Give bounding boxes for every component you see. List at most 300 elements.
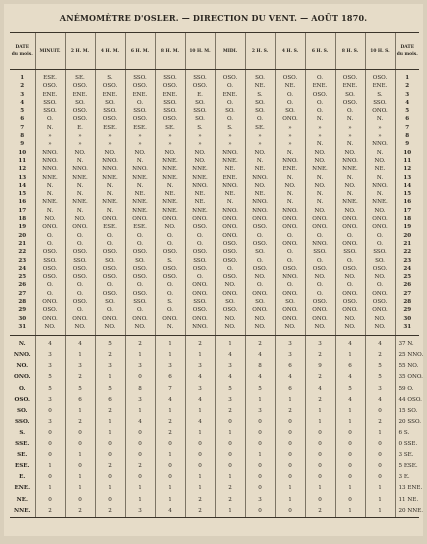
day-number-right: 7 <box>395 124 419 132</box>
day-row <box>10 115 419 123</box>
day-number-left: 15 <box>18 191 27 198</box>
wind-direction-cell: NNO. <box>95 157 125 165</box>
direction-count-cell: 2 <box>275 406 305 417</box>
wind-direction-cell: N. <box>215 198 245 206</box>
direction-count-cell: 1 <box>125 406 155 417</box>
wind-direction-cell: N. <box>275 190 305 198</box>
direction-count-cell: 3 <box>275 336 305 351</box>
direction-count-cell: 1 <box>65 472 95 483</box>
wind-direction-cell: ONO. <box>215 223 245 231</box>
wind-direction-cell: NO. <box>245 315 275 323</box>
direction-count-cell: 3 <box>125 506 155 518</box>
date-header-left: DATE du mois. <box>10 33 35 70</box>
direction-count-cell: 1 <box>65 350 95 361</box>
direction-count-cell: 4 <box>185 417 215 428</box>
wind-direction-cell: O. <box>365 281 395 289</box>
wind-direction-cell: O. <box>305 290 335 298</box>
wind-direction-cell: ONO. <box>245 215 275 223</box>
wind-direction-cell: O. <box>35 281 65 289</box>
direction-count-cell: 1 <box>155 350 185 361</box>
day-row <box>10 290 419 298</box>
wind-direction-cell: NNO. <box>335 157 365 165</box>
wind-direction-cell: O. <box>275 99 305 107</box>
direction-summary <box>10 336 424 518</box>
wind-direction-cell: NO. <box>215 315 245 323</box>
wind-direction-cell: NNO. <box>215 182 245 190</box>
wind-direction-cell: ONO. <box>365 107 395 115</box>
direction-count-cell: 0 <box>275 506 305 518</box>
direction-label: S. <box>19 429 26 436</box>
wind-direction-cell: ENE. <box>335 82 365 90</box>
wind-direction-cell: NNO. <box>65 165 95 173</box>
day-number-left: 2 <box>20 83 25 90</box>
wind-direction-cell: NO. <box>365 273 395 281</box>
wind-direction-cell: SE. <box>245 124 275 132</box>
day-row <box>10 240 419 248</box>
wind-direction-cell: NO. <box>305 157 335 165</box>
direction-count-cell: 3 <box>35 395 65 406</box>
day-number-right: 27 <box>395 290 419 298</box>
wind-direction-cell: ONO. <box>365 223 395 231</box>
direction-count-cell: 0 <box>335 450 365 461</box>
wind-direction-cell: ONO. <box>275 290 305 298</box>
direction-count-cell: 1 <box>245 450 275 461</box>
direction-count-cell: 1 <box>125 483 155 494</box>
wind-direction-cell: OSO. <box>215 240 245 248</box>
wind-direction-cell: O. <box>125 232 155 240</box>
day-number-left: 18 <box>18 216 27 223</box>
wind-direction-cell: ONO. <box>305 306 335 314</box>
wind-direction-cell: NE. <box>245 82 275 90</box>
wind-direction-cell: O. <box>95 306 125 314</box>
wind-direction-cell: E. <box>65 124 95 132</box>
wind-direction-cell: O. <box>275 232 305 240</box>
wind-direction-cell: NO. <box>185 157 215 165</box>
wind-direction-cell: NNO. <box>245 198 275 206</box>
direction-count-cell: 0 <box>245 439 275 450</box>
wind-direction-cell: OSO. <box>35 248 65 256</box>
wind-direction-cell: O. <box>275 257 305 265</box>
wind-direction-cell: O. <box>35 290 65 298</box>
direction-count-cell: 2 <box>125 336 155 351</box>
day-row <box>10 182 419 190</box>
wind-direction-cell: ONO. <box>365 215 395 223</box>
direction-count-cell: 0 <box>305 495 335 506</box>
wind-direction-cell: OSO. <box>185 265 215 273</box>
wind-direction-cell: N. <box>95 182 125 190</box>
wind-direction-cell: O. <box>35 115 65 123</box>
wind-direction-cell: O. <box>305 70 335 83</box>
summary-row <box>10 506 419 518</box>
wind-direction-cell: S. <box>155 257 185 265</box>
direction-count-cell: 1 <box>35 461 65 472</box>
direction-total: 13 ENE. <box>395 483 419 494</box>
direction-count-cell: 4 <box>35 336 65 351</box>
wind-direction-cell: NO. <box>125 149 155 157</box>
wind-direction-cell: OSO. <box>365 298 395 306</box>
wind-direction-cell: N. <box>305 140 335 148</box>
wind-direction-cell: ONO. <box>95 315 125 323</box>
wind-direction-cell: NE. <box>155 190 185 198</box>
day-number-right: 28 <box>395 298 419 306</box>
wind-direction-cell: N. <box>65 157 95 165</box>
day-number-right: 10 <box>395 149 419 157</box>
wind-direction-cell: SO. <box>365 257 395 265</box>
direction-count-cell: 5 <box>365 372 395 383</box>
wind-direction-cell: O. <box>35 232 65 240</box>
wind-direction-cell: » <box>275 124 305 132</box>
wind-direction-cell: N. <box>95 207 125 215</box>
wind-direction-cell: NO. <box>95 323 125 336</box>
wind-direction-cell: OSO. <box>95 273 125 281</box>
direction-total: 5 ESE. <box>395 461 419 472</box>
direction-count-cell: 3 <box>35 350 65 361</box>
day-number-right: 18 <box>395 215 419 223</box>
direction-count-cell: 5 <box>245 384 275 395</box>
wind-direction-cell: OSO. <box>185 306 215 314</box>
direction-count-cell: 0 <box>275 472 305 483</box>
direction-count-cell: 5 <box>65 384 95 395</box>
wind-direction-cell: O. <box>335 107 365 115</box>
direction-count-cell: 1 <box>335 483 365 494</box>
wind-direction-cell: N. <box>365 115 395 123</box>
wind-direction-cell: N. <box>365 149 395 157</box>
wind-direction-cell: ENE. <box>155 91 185 99</box>
direction-count-cell: 0 <box>185 439 215 450</box>
wind-direction-cell: ONO. <box>35 223 65 231</box>
summary-row <box>10 439 419 450</box>
wind-direction-cell: O. <box>185 240 215 248</box>
wind-direction-cell: OSO. <box>245 265 275 273</box>
wind-direction-cell: OSO. <box>125 273 155 281</box>
direction-count-cell: 0 <box>335 472 365 483</box>
wind-direction-cell: SSO. <box>335 248 365 256</box>
day-row <box>10 149 419 157</box>
direction-count-cell: 0 <box>125 428 155 439</box>
day-row <box>10 70 419 83</box>
wind-direction-cell: N. <box>305 198 335 206</box>
wind-direction-cell: » <box>245 132 275 140</box>
direction-count-cell: 1 <box>275 395 305 406</box>
wind-direction-cell: NNO. <box>245 207 275 215</box>
direction-count-cell: 1 <box>305 417 335 428</box>
wind-direction-cell: ONO. <box>65 315 95 323</box>
direction-count-cell: 2 <box>365 350 395 361</box>
direction-count-cell: 4 <box>215 350 245 361</box>
wind-direction-cell: ENE. <box>275 165 305 173</box>
direction-count-cell: 0 <box>365 406 395 417</box>
wind-direction-cell: OSO. <box>65 265 95 273</box>
wind-direction-cell: NO. <box>245 182 275 190</box>
wind-direction-cell: O. <box>365 240 395 248</box>
direction-count-cell: 0 <box>65 428 95 439</box>
wind-direction-cell: ONO. <box>275 115 305 123</box>
direction-count-cell: 4 <box>335 336 365 351</box>
day-number-left: 5 <box>20 108 25 115</box>
day-number-right: 22 <box>395 248 419 256</box>
wind-direction-cell: OSO. <box>305 265 335 273</box>
document-page <box>4 4 423 536</box>
direction-count-cell: 4 <box>365 336 395 351</box>
wind-direction-cell: » <box>125 132 155 140</box>
direction-count-cell: 6 <box>275 361 305 372</box>
direction-label: NNE. <box>10 506 35 518</box>
wind-direction-cell: N. <box>275 174 305 182</box>
wind-direction-cell: SSO. <box>185 257 215 265</box>
wind-direction-cell: NNO. <box>215 207 245 215</box>
direction-count-cell: 5 <box>35 384 65 395</box>
wind-direction-cell: SSO. <box>35 99 65 107</box>
day-row <box>10 140 419 148</box>
day-row <box>10 174 419 182</box>
wind-direction-cell: NNE. <box>365 198 395 206</box>
wind-direction-cell: NO. <box>125 323 155 336</box>
wind-direction-cell: N. <box>125 157 155 165</box>
direction-count-cell: 0 <box>245 506 275 518</box>
wind-direction-cell: » <box>275 140 305 148</box>
wind-direction-cell: SO. <box>245 99 275 107</box>
direction-count-cell: 4 <box>245 372 275 383</box>
wind-direction-cell: ONO. <box>275 306 305 314</box>
wind-direction-cell: OSO. <box>125 248 155 256</box>
direction-count-cell: 6 <box>95 395 125 406</box>
wind-direction-cell: ONO. <box>65 223 95 231</box>
direction-count-cell: 3 <box>125 361 155 372</box>
summary-row <box>10 395 419 406</box>
day-number-left: 12 <box>18 166 27 173</box>
wind-direction-cell: ENE. <box>35 91 65 99</box>
day-number-right: 15 <box>395 190 419 198</box>
wind-direction-cell: NO. <box>155 223 185 231</box>
direction-count-cell: 3 <box>35 361 65 372</box>
wind-direction-cell: NO. <box>305 182 335 190</box>
direction-count-cell: 2 <box>95 406 125 417</box>
day-number-left: 25 <box>18 274 27 281</box>
wind-direction-cell: ONO. <box>35 315 65 323</box>
direction-count-cell: 1 <box>305 483 335 494</box>
wind-direction-cell: S. <box>155 298 185 306</box>
direction-label: NO. <box>16 363 29 370</box>
wind-direction-cell: SE. <box>155 124 185 132</box>
direction-count-cell: 1 <box>65 406 95 417</box>
day-row <box>10 265 419 273</box>
direction-count-cell: 2 <box>95 461 125 472</box>
wind-direction-cell: » <box>365 124 395 132</box>
day-row <box>10 248 419 256</box>
direction-count-cell: 0 <box>245 428 275 439</box>
wind-direction-cell: ONO. <box>335 290 365 298</box>
wind-direction-cell: S. <box>365 91 395 99</box>
wind-direction-cell: O. <box>215 82 245 90</box>
direction-count-cell: 3 <box>365 384 395 395</box>
day-number-right: 20 <box>395 232 419 240</box>
direction-label: ONO. <box>14 374 31 381</box>
wind-direction-cell: N. <box>35 182 65 190</box>
direction-total: 20 SSO. <box>395 417 419 428</box>
wind-direction-cell: NO. <box>365 323 395 336</box>
wind-direction-cell: O. <box>275 91 305 99</box>
wind-direction-cell: N. <box>335 115 365 123</box>
direction-count-cell: 0 <box>365 439 395 450</box>
day-number-right: 11 <box>395 157 419 165</box>
day-number-right: 19 <box>395 223 419 231</box>
direction-count-cell: 6 <box>155 372 185 383</box>
direction-count-cell: 0 <box>275 461 305 472</box>
wind-direction-cell: » <box>65 140 95 148</box>
direction-count-cell: 2 <box>305 350 335 361</box>
wind-direction-cell: NO. <box>305 149 335 157</box>
hour-column-header: 10 H. S. <box>365 33 395 70</box>
wind-direction-cell: SO. <box>245 70 275 83</box>
day-number-right: 2 <box>395 82 419 90</box>
day-number-left: 13 <box>18 174 27 181</box>
direction-count-cell: 7 <box>155 384 185 395</box>
wind-direction-cell: OSO. <box>125 265 155 273</box>
wind-direction-cell: » <box>155 140 185 148</box>
hour-column-header: 6 H. M. <box>125 33 155 70</box>
day-number-left: 1 <box>20 75 25 81</box>
wind-direction-cell: » <box>275 132 305 140</box>
direction-count-cell: 4 <box>155 506 185 518</box>
direction-count-cell: 1 <box>365 428 395 439</box>
wind-direction-cell: ONO. <box>215 215 245 223</box>
wind-direction-cell: OSO. <box>365 265 395 273</box>
direction-count-cell: 2 <box>125 461 155 472</box>
day-row <box>10 323 419 336</box>
direction-count-cell: 0 <box>95 495 125 506</box>
wind-direction-cell: N. <box>335 174 365 182</box>
wind-direction-cell: NNE. <box>155 165 185 173</box>
wind-direction-cell: » <box>155 132 185 140</box>
wind-direction-cell: OSO. <box>335 99 365 107</box>
wind-direction-cell: ONO. <box>35 298 65 306</box>
wind-direction-cell: OSO. <box>155 248 185 256</box>
day-number-left: 7 <box>20 124 25 131</box>
direction-count-cell: 1 <box>245 395 275 406</box>
wind-direction-cell: OSO. <box>215 273 245 281</box>
wind-direction-cell: OSO. <box>35 82 65 90</box>
day-row <box>10 157 419 165</box>
wind-direction-cell: NNE. <box>185 207 215 215</box>
day-number-left: 8 <box>20 133 25 140</box>
wind-direction-cell: OSO. <box>65 115 95 123</box>
wind-direction-cell: » <box>215 132 245 140</box>
direction-count-cell: 0 <box>335 495 365 506</box>
wind-direction-cell: O. <box>305 257 335 265</box>
wind-direction-cell: » <box>185 140 215 148</box>
wind-direction-cell: S. <box>245 91 275 99</box>
wind-direction-cell: OSO. <box>275 265 305 273</box>
wind-direction-cell: SSO. <box>65 257 95 265</box>
direction-count-cell: 4 <box>215 372 245 383</box>
wind-direction-cell: OSO. <box>245 223 275 231</box>
day-number-right: 31 <box>395 323 419 336</box>
wind-direction-cell: SSO. <box>35 257 65 265</box>
wind-direction-cell: O. <box>185 232 215 240</box>
direction-count-cell: 1 <box>185 428 215 439</box>
direction-count-cell: 4 <box>335 372 365 383</box>
wind-direction-cell: ONO. <box>275 215 305 223</box>
direction-count-cell: 4 <box>335 395 365 406</box>
wind-direction-cell: N. <box>65 207 95 215</box>
direction-count-cell: 0 <box>155 461 185 472</box>
wind-direction-cell: NO. <box>275 323 305 336</box>
direction-label: N. <box>18 341 26 348</box>
day-number-left: 4 <box>20 99 25 106</box>
direction-count-cell: 1 <box>185 472 215 483</box>
wind-direction-cell: OSO. <box>35 265 65 273</box>
wind-direction-cell: ONO. <box>305 223 335 231</box>
direction-total: 44 OSO. <box>395 395 419 406</box>
wind-direction-cell: N. <box>95 190 125 198</box>
wind-direction-cell: O. <box>155 240 185 248</box>
wind-direction-cell: ONO. <box>335 215 365 223</box>
direction-total: 59 O. <box>395 384 419 395</box>
wind-direction-cell: OSO. <box>35 273 65 281</box>
wind-direction-cell: NNO. <box>215 149 245 157</box>
direction-count-cell: 1 <box>305 406 335 417</box>
wind-direction-cell: OSO. <box>35 306 65 314</box>
day-number-right: 30 <box>395 315 419 323</box>
direction-count-cell: 2 <box>245 336 275 351</box>
direction-count-cell: 2 <box>365 417 395 428</box>
direction-label: NE. <box>16 496 28 503</box>
wind-direction-cell: NO. <box>35 215 65 223</box>
wind-direction-cell: ONO. <box>125 215 155 223</box>
direction-count-cell: 1 <box>365 495 395 506</box>
wind-direction-cell: NNE. <box>335 198 365 206</box>
direction-count-cell: 0 <box>365 450 395 461</box>
wind-direction-cell: ONO. <box>185 315 215 323</box>
wind-direction-cell: » <box>305 124 335 132</box>
wind-direction-cell: ONO. <box>125 315 155 323</box>
direction-count-cell: 1 <box>185 350 215 361</box>
wind-direction-cell: NE. <box>215 165 245 173</box>
wind-direction-cell: N. <box>335 190 365 198</box>
wind-direction-cell: OSO. <box>215 70 245 83</box>
wind-direction-cell: SSO. <box>365 99 395 107</box>
wind-direction-cell: O. <box>155 281 185 289</box>
summary-row <box>10 372 419 383</box>
direction-total: 37 N. <box>395 336 419 351</box>
day-number-left: 9 <box>20 141 25 148</box>
direction-count-cell: 0 <box>35 439 65 450</box>
wind-direction-cell: ONO. <box>275 240 305 248</box>
wind-direction-cell: OSO. <box>65 298 95 306</box>
direction-count-cell: 3 <box>275 350 305 361</box>
day-number-left: 20 <box>18 232 27 239</box>
summary-row <box>10 428 419 439</box>
wind-direction-cell: N. <box>65 182 95 190</box>
wind-direction-cell: NO. <box>275 182 305 190</box>
direction-count-cell: 1 <box>365 483 395 494</box>
wind-direction-cell: NNE. <box>155 198 185 206</box>
direction-count-cell: 1 <box>155 483 185 494</box>
direction-count-cell: 2 <box>65 506 95 518</box>
wind-direction-cell: N. <box>35 207 65 215</box>
day-number-left: 30 <box>18 315 27 322</box>
direction-count-cell: 1 <box>125 350 155 361</box>
wind-direction-cell: NO. <box>245 273 275 281</box>
direction-count-cell: 1 <box>155 406 185 417</box>
wind-direction-cell: SO. <box>275 107 305 115</box>
wind-direction-cell: O. <box>155 232 185 240</box>
wind-direction-cell: O. <box>95 240 125 248</box>
day-number-left: 23 <box>18 257 27 264</box>
wind-direction-cell: NNO. <box>35 157 65 165</box>
direction-count-cell: 3 <box>155 361 185 372</box>
direction-count-cell: 6 <box>335 361 365 372</box>
